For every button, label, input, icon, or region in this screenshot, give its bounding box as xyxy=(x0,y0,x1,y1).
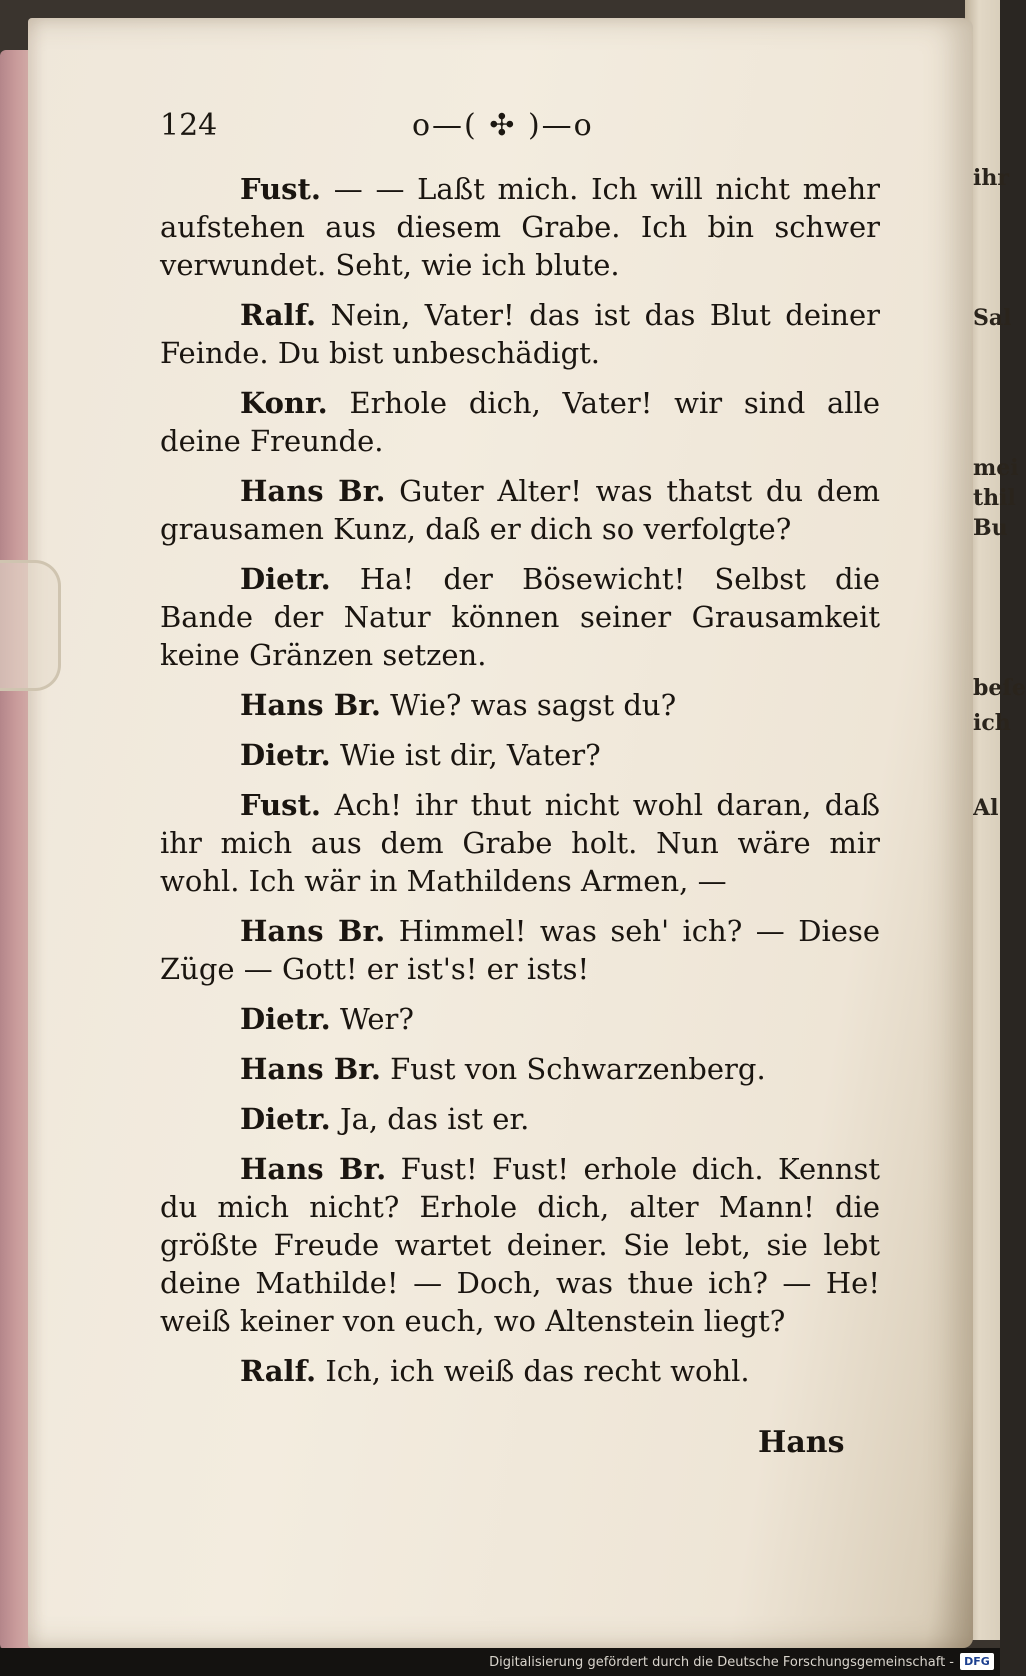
dialogue-paragraph xyxy=(160,912,880,988)
dialogue-text: — — Laßt mich. Ich will nicht mehr aufstehen aus diesem Grabe. Ich bin schwer verwundet. Seht, wie ich blute. xyxy=(160,172,881,282)
header-ornament: o—( ✣ )—o xyxy=(412,108,594,143)
speaker-name: Ralf. xyxy=(240,1354,317,1388)
page-clip xyxy=(0,560,61,691)
play-text xyxy=(160,170,880,1402)
next-page-fragment: beſe xyxy=(973,675,1026,701)
next-page-fragment: Al xyxy=(973,795,999,821)
dialogue-text: Wie ist dir, Vater? xyxy=(339,738,601,772)
speaker-name: Fust. xyxy=(240,788,321,822)
dfg-logo: DFG xyxy=(960,1653,994,1670)
dialogue-paragraph xyxy=(160,384,880,460)
catchword: Hans xyxy=(758,1425,845,1460)
dialogue-text: Ja, das ist er. xyxy=(339,1102,530,1136)
next-page-fragment: Sal xyxy=(973,305,1012,331)
speaker-name: Hans Br. xyxy=(240,914,386,948)
dialogue-text: Fust! Fust! erhole dich. Kennst du mich nicht? Erhole dich, alter Mann! die größte Freude wartet deiner. Sie lebt, sie lebt deine Mathilde! — Doch, was thue ich? — He! weiß keiner von euch, wo Altenstein liegt? xyxy=(160,1152,880,1338)
next-page-fragment: mei xyxy=(973,455,1019,481)
speaker-name: Dietr. xyxy=(240,1002,331,1036)
digitization-footer xyxy=(0,1648,1000,1676)
dialogue-paragraph xyxy=(160,170,880,284)
next-page-fragment: Bu xyxy=(973,515,1008,541)
page-number: 124 xyxy=(160,108,218,143)
speaker-name: Dietr. xyxy=(240,738,331,772)
dialogue-paragraph xyxy=(160,1150,880,1340)
next-page-fragment: thil xyxy=(973,485,1016,511)
speaker-name: Hans Br. xyxy=(240,1152,387,1186)
speaker-name: Hans Br. xyxy=(240,1052,381,1086)
dialogue-paragraph xyxy=(160,1050,880,1088)
dialogue-text: Ach! ihr thut nicht wohl daran, daß ihr mich aus dem Grabe holt. Nun wäre mir wohl. Ich wär in Mathildens Armen, — xyxy=(160,788,881,898)
dialogue-text: Wer? xyxy=(339,1002,414,1036)
dialogue-paragraph xyxy=(160,1352,880,1390)
dialogue-paragraph xyxy=(160,786,880,900)
dialogue-text: Wie? was sagst du? xyxy=(390,688,677,722)
footer-credit: Digitalisierung gefördert durch die Deutsche Forschungsgemeinschaft - xyxy=(489,1655,954,1670)
dialogue-text: Ha! der Bösewicht! Selbst die Bande der Natur können seiner Grausamkeit keine Gränzen setzen. xyxy=(160,562,880,672)
dialogue-paragraph xyxy=(160,1100,880,1138)
dialogue-text: Nein, Vater! das ist das Blut deiner Feinde. Du bist unbeschädigt. xyxy=(160,298,880,370)
dialogue-paragraph xyxy=(160,1000,880,1038)
speaker-name: Hans Br. xyxy=(240,688,381,722)
speaker-name: Fust. xyxy=(240,172,321,206)
dialogue-paragraph xyxy=(160,296,880,372)
dialogue-text: Erhole dich, Vater! wir sind alle deine Freunde. xyxy=(160,386,881,458)
speaker-name: Konr. xyxy=(240,386,328,420)
speaker-name: Dietr. xyxy=(240,562,331,596)
dialogue-paragraph xyxy=(160,736,880,774)
dialogue-paragraph xyxy=(160,686,880,724)
dialogue-text: Ich, ich weiß das recht wohl. xyxy=(325,1354,750,1388)
dialogue-text: Guter Alter! was thatst du dem grausamen Kunz, daß er dich so verfolgte? xyxy=(160,474,881,546)
dialogue-text: Himmel! was seh' ich? — Diese Züge — Gott! er ist's! er ists! xyxy=(160,914,880,986)
speaker-name: Ralf. xyxy=(240,298,317,332)
speaker-name: Dietr. xyxy=(240,1102,331,1136)
dialogue-paragraph xyxy=(160,560,880,674)
dialogue-text: Fust von Schwarzenberg. xyxy=(390,1052,766,1086)
page-header xyxy=(160,108,860,148)
speaker-name: Hans Br. xyxy=(240,474,386,508)
next-page-fragment: ich xyxy=(973,710,1011,736)
dialogue-paragraph xyxy=(160,472,880,548)
next-page-fragment: ihr xyxy=(973,165,1009,191)
